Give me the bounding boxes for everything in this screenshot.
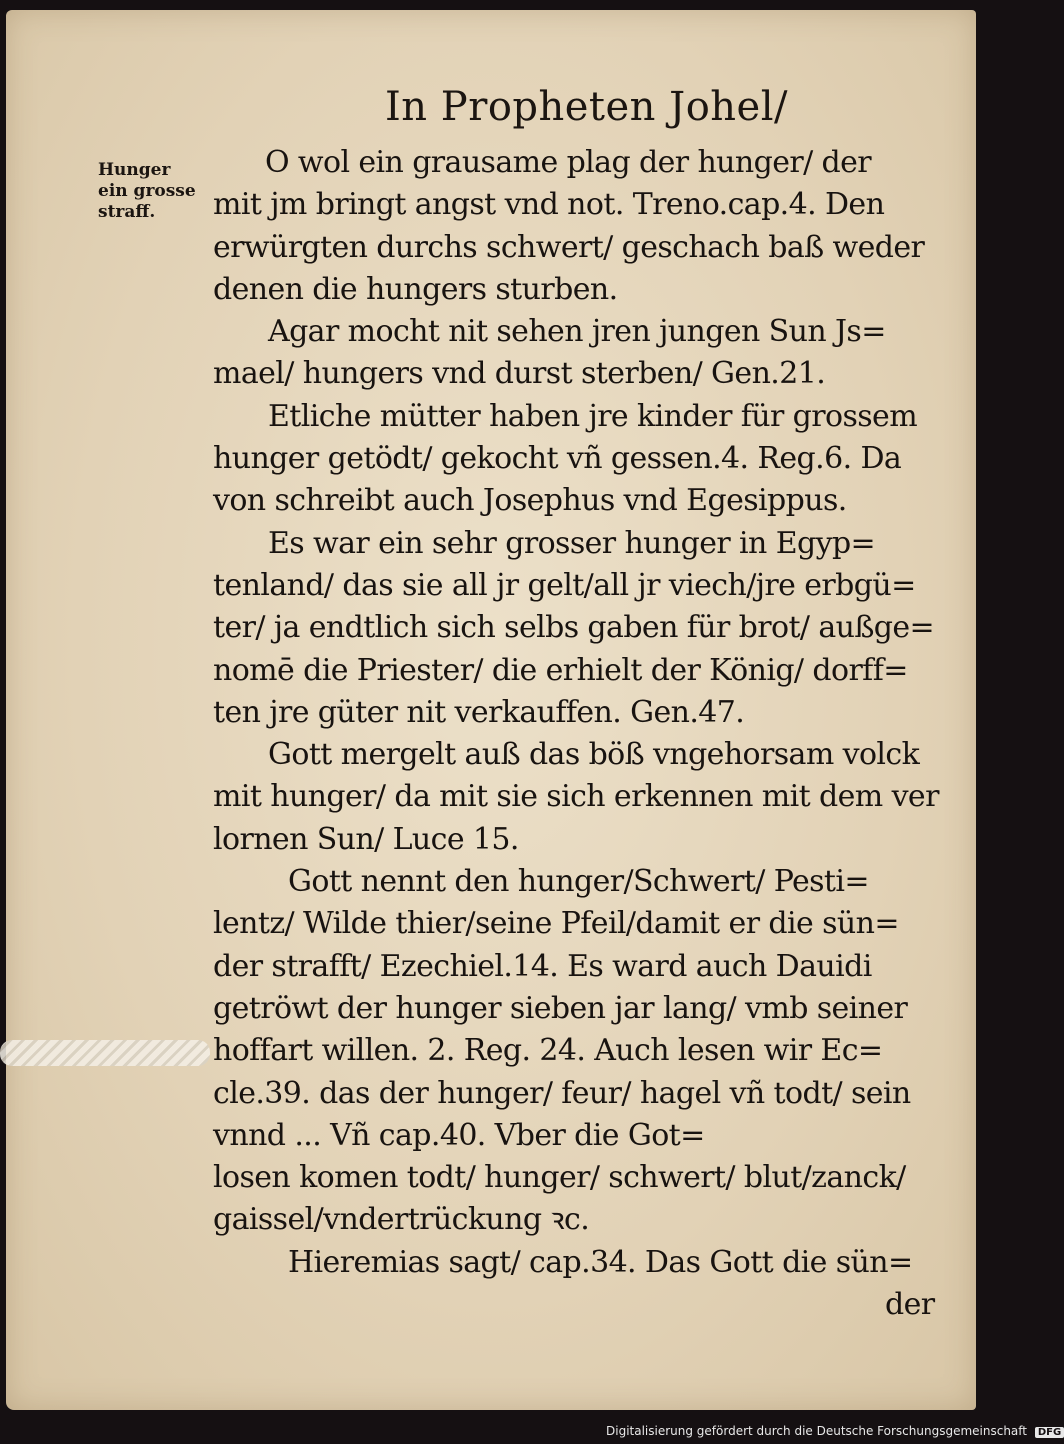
binding-thread [0,1040,210,1066]
text-line: mit jm bringt angst vnd not. Treno.cap.4. Den [213,187,885,223]
text-line: lornen Sun/ Luce 15. [213,821,519,857]
body-text [213,142,958,1326]
text-line: hoffart willen. 2. Reg. 24. Auch lesen wir Ec= [213,1033,883,1069]
text-line: tenland/ das sie all jr gelt/all jr viech/jre erbgü= [213,567,916,603]
text-line: nomē die Priester/ die erhielt der König/ dorff= [213,652,908,688]
credit-text: Digitalisierung gefördert durch die Deutsche Forschungsgemeinschaft [606,1424,1028,1438]
text-line: ter/ ja endtlich sich selbs gaben für brot/ außge= [213,610,935,646]
catchword: der [885,1287,935,1323]
text-line: lentz/ Wilde thier/seine Pfeil/damit er die sün= [213,906,899,942]
marginal-note [98,160,198,223]
marginal-line: straff. [98,202,156,222]
marginal-line: ein grosse [98,181,196,201]
dfg-logo: DFG [1035,1427,1064,1438]
text-line: Agar mocht nit sehen jren jungen Sun Js= [268,314,886,350]
text-line: mit hunger/ da mit sie sich erkennen mit dem ver [213,779,939,815]
text-line: losen komen todt/ hunger/ schwert/ blut/zanck/ [213,1160,906,1196]
text-line: hunger getödt/ gekocht vñ gessen.4. Reg.6. Da [213,441,902,477]
text-line: getröwt der hunger sieben jar lang/ vmb seiner [213,990,908,1026]
running-header: In Propheten Johel/ [385,84,788,130]
text-line: mael/ hungers vnd durst sterben/ Gen.21. [213,356,826,392]
text-line: denen die hungers sturben. [213,271,618,307]
text-line: Gott mergelt auß das böß vngehorsam volck [268,737,920,773]
text-line: vnnd ... Vñ cap.40. Vber die Got= [213,1117,705,1153]
text-line: Es war ein sehr grosser hunger in Egyp= [268,525,876,561]
text-line: ten jre güter nit verkauffen. Gen.47. [213,694,745,730]
text-line: der strafft/ Ezechiel.14. Es ward auch Dauidi [213,948,872,984]
text-line: erwürgten durchs schwert/ geschach baß weder [213,229,925,265]
text-line: O wol ein grausame plag der hunger/ der [265,145,872,180]
text-line: Gott nennt den hunger/Schwert/ Pesti= [288,864,869,900]
text-line: gaissel/vndertrückung ꝛc. [213,1202,590,1238]
text-line: cle.39. das der hunger/ feur/ hagel vñ todt/ sein [213,1075,911,1111]
text-line: von schreibt auch Josephus vnd Egesippus. [213,483,847,519]
marginal-line: Hunger [98,160,171,180]
text-line: Hieremias sagt/ cap.34. Das Gott die sün= [288,1244,913,1280]
digitization-credit [606,1424,1064,1438]
text-line: Etliche mütter haben jre kinder für grossem [268,398,918,434]
